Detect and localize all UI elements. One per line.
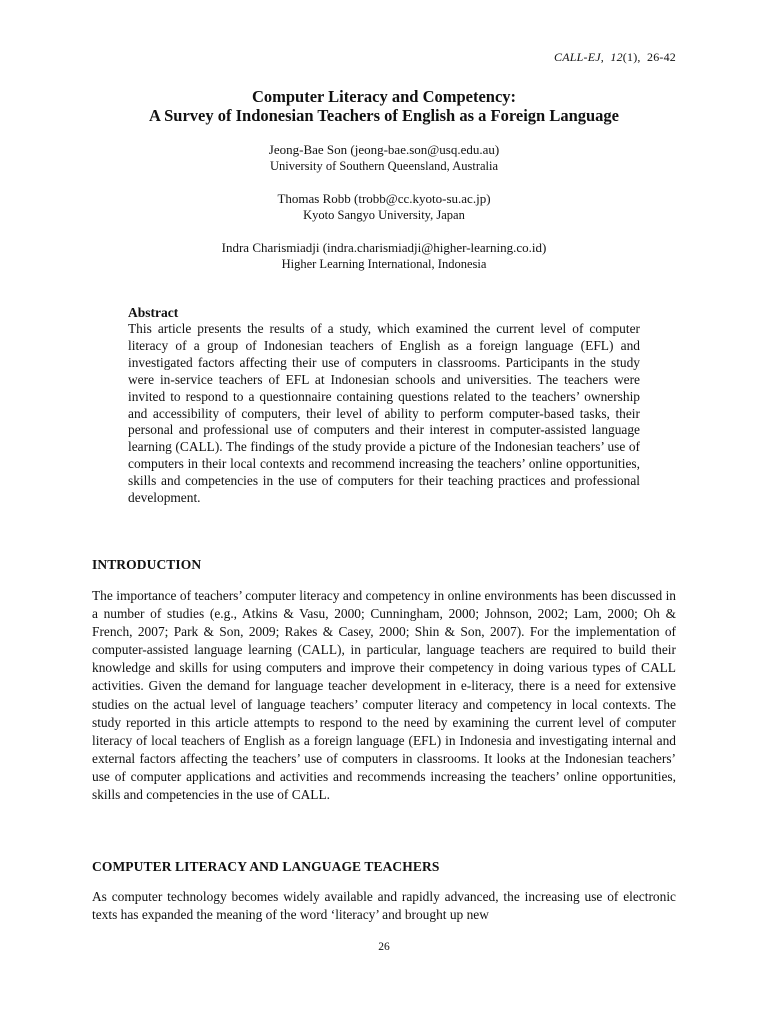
computer-literacy-paragraph: As computer technology becomes widely available and rapidly advanced, the increasing use of electronic texts has expanded the meaning of the word ‘literacy’ and brought up new	[92, 889, 676, 923]
section-heading-computer-literacy: COMPUTER LITERACY AND LANGUAGE TEACHERS	[92, 859, 440, 874]
journal-volume: 12	[610, 50, 623, 64]
author-2-name: Thomas Robb (trobb@cc.kyoto-su.ac.jp)	[277, 191, 491, 206]
journal-name: CALL-EJ,	[554, 50, 604, 64]
author-2-affiliation: Kyoto Sangyo University, Japan	[303, 208, 465, 222]
introduction-paragraph: The importance of teachers’ computer literacy and competency in online environments has been discussed in a number of studies (e.g., Atkins & Vasu, 2000; Cunningham, 2000; Johnson, 2002; Lam, 2000; Oh & French, 2007; Park & Son, 2009; Rakes & Casey, 2000; Shin & Son, 2007). For the implementation of computer-assisted language learning (CALL), in particular, language teachers are required to build their knowledge and skills for using computers and improve their competency in doing various types of CALL activities. Given the demand for language teacher development in e-literacy, there is a need for extensive studies on the actual level of language teachers’ computer literacy and competency in local contexts. The study reported in this article attempts to respond to the need by examining the current level of computer literacy of local teachers of English as a foreign language (EFL) in Indonesia and investigating internal and external factors affecting the teachers’ use of computers in classrooms. It looks at the Indonesian teachers’ use of computer applications and activities and recommends increasing the teachers’ online opportunities, skills and competencies in the use of CALL.	[92, 588, 676, 803]
section-heading-introduction: INTRODUCTION	[92, 557, 202, 572]
author-1-affiliation: University of Southern Queensland, Australia	[269, 159, 499, 173]
abstract-heading: Abstract	[128, 305, 179, 320]
paper-title-line-1: Computer Literacy and Competency:	[251, 87, 517, 106]
journal-pages: 26-42	[647, 50, 676, 64]
journal-issue: (1),	[622, 50, 641, 64]
paper-title-line-2: A Survey of Indonesian Teachers of English as a Foreign Language	[148, 106, 620, 125]
running-header-citation	[554, 50, 676, 65]
author-1-name: Jeong-Bae Son (jeong-bae.son@usq.edu.au)	[268, 142, 500, 157]
author-3-affiliation: Higher Learning International, Indonesia	[281, 257, 487, 271]
author-3-name: Indra Charismiadji (indra.charismiadji@higher-learning.co.id)	[221, 240, 547, 255]
page-number: 26	[378, 941, 390, 953]
abstract-text: This article presents the results of a study, which examined the current level of computer literacy of a group of Indonesian teachers of English as a foreign language (EFL) and investigated factors affecting their use of computers in classrooms. Participants in the study were in-service teachers of EFL at Indonesian schools and universities. The teachers were invited to respond to a questionnaire containing questions related to the teachers’ ownership and accessibility of computers, their level of ability to perform computer-based tasks, their personal and professional use of computers and their interest in computer-assisted language learning (CALL). The findings of the study provide a picture of the Indonesian teachers’ use of computers in their local contexts and recommend increasing the teachers’ online opportunities, skills and competencies in the use of computers for their teaching practices and professional development.	[128, 321, 640, 506]
